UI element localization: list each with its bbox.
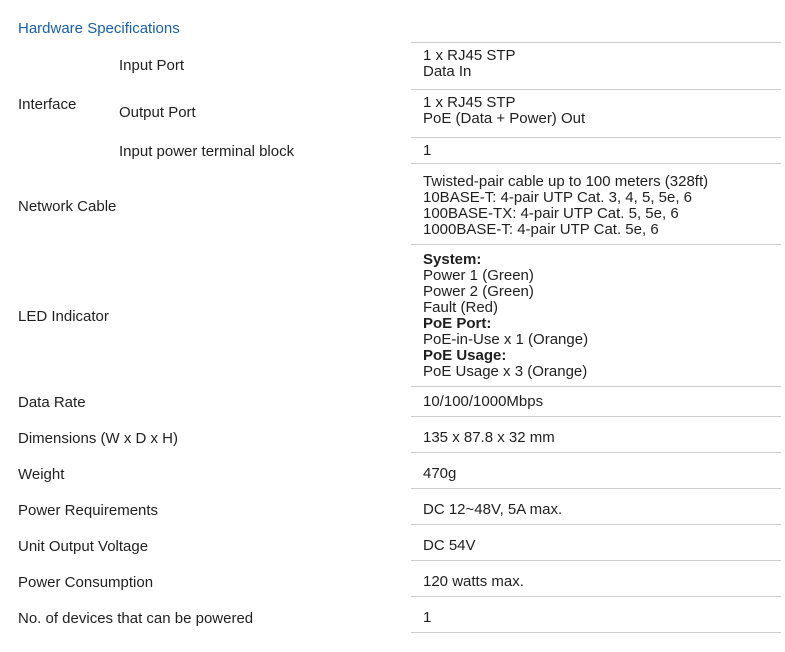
spec-value-line: Data In <box>423 63 472 80</box>
spec-value <box>423 95 585 127</box>
spec-value <box>423 502 562 518</box>
spec-label: LED Indicator <box>18 307 109 325</box>
page-title: Hardware Specifications <box>18 20 180 37</box>
spec-value-line: 1 x RJ45 STP <box>423 94 516 111</box>
row-divider <box>411 89 781 90</box>
spec-label: Network Cable <box>18 197 117 215</box>
spec-sublabel: Input Port <box>119 57 185 74</box>
spec-value-line: 10/100/1000Mbps <box>423 393 544 410</box>
spec-label: Unit Output Voltage <box>18 537 149 555</box>
spec-value-line: DC 54V <box>423 537 476 554</box>
spec-sublabel: Output Port <box>119 104 196 121</box>
spec-label: Weight <box>18 465 65 483</box>
spec-value-line: DC 12~48V, 5A max. <box>423 501 563 518</box>
spec-value <box>423 610 431 626</box>
spec-value-heading: PoE Port: <box>423 315 492 332</box>
spec-value-line: 470g <box>423 465 457 482</box>
spec-value <box>423 48 516 80</box>
row-divider <box>411 42 781 43</box>
spec-label: No. of devices that can be powered <box>18 609 254 627</box>
row-divider <box>411 244 781 245</box>
spec-value-line: Fault (Red) <box>423 299 499 316</box>
spec-value-heading: System: <box>423 251 482 268</box>
row-divider <box>411 386 781 387</box>
row-divider <box>411 560 781 561</box>
spec-value <box>423 174 708 238</box>
spec-label: Dimensions (W x D x H) <box>18 429 179 447</box>
spec-value-line: 100BASE-TX: 4-pair UTP Cat. 5, 5e, 6 <box>423 205 679 222</box>
spec-value-line: Twisted-pair cable up to 100 meters (328ft) <box>423 173 709 190</box>
spec-value-line: PoE (Data + Power) Out <box>423 110 586 127</box>
spec-value-line: PoE-in-Use x 1 (Orange) <box>423 331 589 348</box>
spec-value <box>423 574 524 590</box>
spec-value-line: 120 watts max. <box>423 573 524 590</box>
row-divider <box>411 416 781 417</box>
spec-value-line: 1000BASE-T: 4-pair UTP Cat. 5e, 6 <box>423 221 659 238</box>
spec-label: Data Rate <box>18 393 86 411</box>
row-divider <box>411 524 781 525</box>
row-divider <box>411 452 781 453</box>
row-divider <box>411 632 781 633</box>
spec-value-heading: PoE Usage: <box>423 347 507 364</box>
spec-value <box>423 143 431 159</box>
spec-value-line: 135 x 87.8 x 32 mm <box>423 429 555 446</box>
spec-value-line: Power 2 (Green) <box>423 283 534 300</box>
spec-label: Power Requirements <box>18 501 159 519</box>
spec-value-line: PoE Usage x 3 (Orange) <box>423 363 588 380</box>
spec-sublabel: Input power terminal block <box>119 143 295 160</box>
spec-value <box>423 538 476 554</box>
row-divider <box>411 137 781 138</box>
spec-value-line: 1 <box>423 609 432 626</box>
spec-value <box>423 466 456 482</box>
row-divider <box>411 596 781 597</box>
spec-value <box>423 252 588 380</box>
spec-value <box>423 394 543 410</box>
spec-value <box>423 430 555 446</box>
spec-value-line: 1 <box>423 142 432 159</box>
spec-value-line: Power 1 (Green) <box>423 267 534 284</box>
row-divider <box>411 488 781 489</box>
spec-value-line: 10BASE-T: 4-pair UTP Cat. 3, 4, 5, 5e, 6 <box>423 189 693 206</box>
spec-value-line: 1 x RJ45 STP <box>423 47 516 64</box>
spec-label: Power Consumption <box>18 573 154 591</box>
spec-label-interface: Interface <box>18 96 77 113</box>
row-divider <box>411 163 781 164</box>
